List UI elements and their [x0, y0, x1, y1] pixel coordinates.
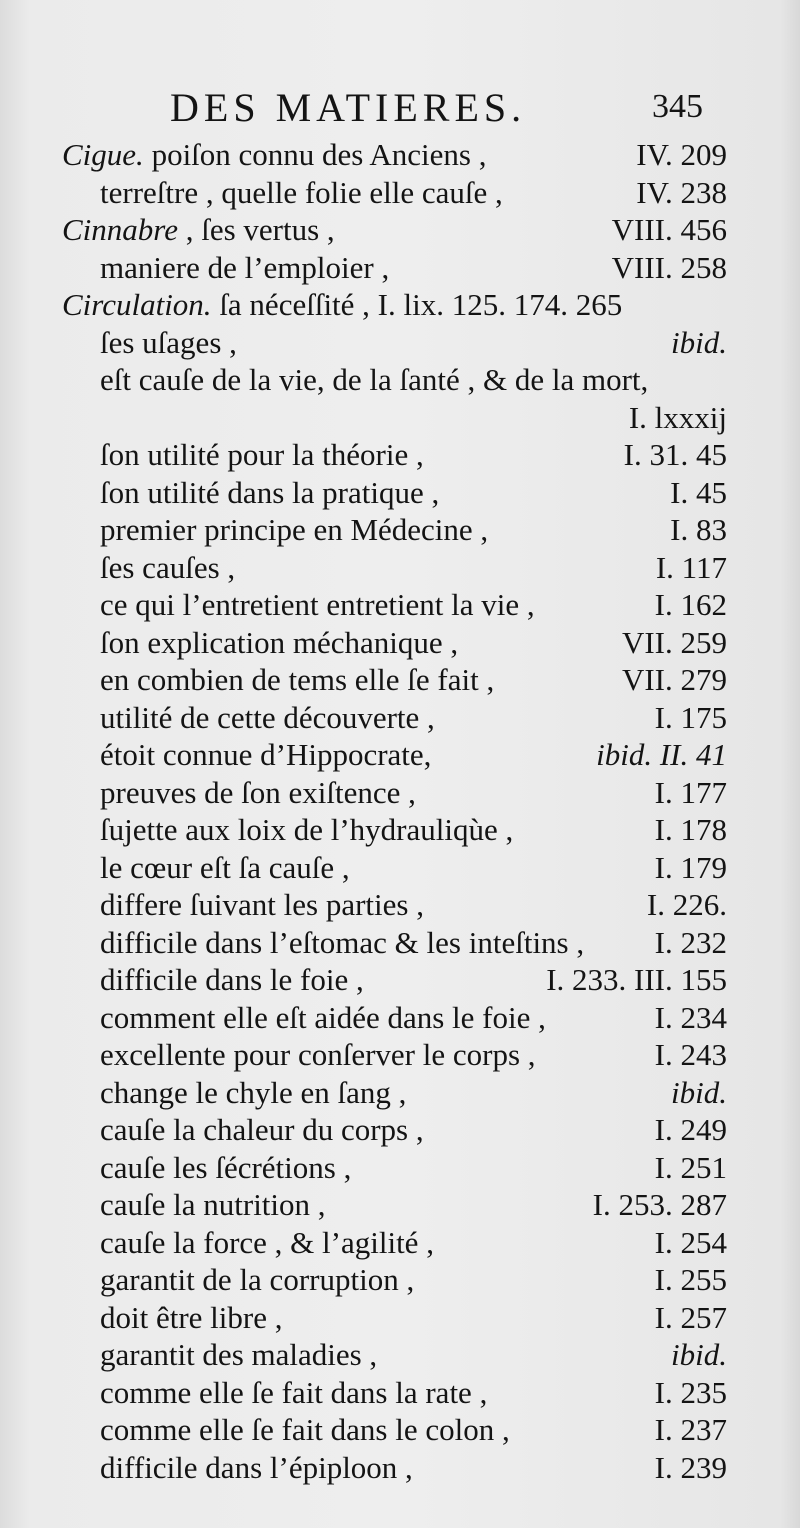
entry-text — [100, 736, 431, 774]
entry-reference: VIII. 258 — [611, 249, 727, 285]
index-entry — [0, 399, 800, 437]
index-entry — [0, 1374, 800, 1412]
index-entry — [0, 474, 800, 512]
index-entry — [0, 1336, 800, 1374]
entry-text — [100, 774, 416, 812]
entry-description: comme elle ſe fait dans la rate , — [100, 1374, 488, 1410]
entry-text — [100, 174, 503, 212]
entry-text — [100, 849, 350, 887]
entry-description: le cœur eſt ſa cauſe , — [100, 849, 350, 885]
entry-reference: I. 233. III. 155 — [546, 962, 727, 997]
index-entry — [0, 324, 800, 362]
entry-text — [62, 136, 487, 174]
entry-text — [100, 1261, 414, 1299]
index-entry — [0, 924, 800, 962]
entry-description: ſes cauſes , — [100, 549, 236, 585]
entry-text — [100, 1186, 326, 1224]
entry-description: ce qui l’entretient entretient la vie , — [100, 587, 535, 622]
entry-headword: Circulation. — [62, 287, 212, 322]
entry-description: en combien de tems elle ſe fait , — [100, 662, 495, 697]
entry-text — [100, 1036, 536, 1074]
entry-reference: I. 179 — [654, 849, 727, 885]
entry-reference: I. 254 — [654, 1224, 727, 1260]
entry-text — [100, 361, 648, 399]
index-entry — [0, 249, 800, 287]
entry-reference: I. 237 — [654, 1412, 727, 1447]
entry-reference: IV. 209 — [636, 137, 727, 172]
entry-reference: I. 239 — [654, 1449, 727, 1485]
entry-text — [100, 924, 584, 962]
entry-text — [100, 549, 235, 587]
entry-reference: I. 243 — [654, 1037, 727, 1072]
entry-reference: I. 162 — [654, 587, 727, 622]
entry-description: differe ſuivant les parties , — [100, 887, 424, 922]
entry-description: , ſes vertus , — [177, 212, 335, 247]
entry-description: difficile dans le foie , — [100, 962, 364, 997]
entry-text — [100, 474, 439, 512]
index-entry — [0, 774, 800, 812]
entry-reference: I. 249 — [654, 1112, 727, 1147]
entry-text — [100, 624, 458, 662]
index-entry — [0, 1074, 800, 1112]
entry-description: premier principe en Médecine , — [100, 512, 489, 547]
entry-text — [100, 1299, 283, 1337]
entry-text — [100, 661, 494, 699]
entry-text — [100, 886, 424, 924]
entry-reference: ibid. — [671, 1074, 727, 1110]
entry-reference: I. 251 — [654, 1149, 727, 1185]
index-entry — [0, 1449, 800, 1487]
entry-reference: VII. 259 — [621, 624, 727, 660]
entry-text — [100, 811, 513, 849]
entry-text — [100, 1374, 487, 1412]
index-entry — [0, 1411, 800, 1449]
index-entry — [0, 286, 800, 324]
entry-text — [100, 999, 546, 1037]
index-entry — [0, 1299, 800, 1337]
entry-headword: Cigue. — [62, 137, 144, 172]
index-entry — [0, 511, 800, 549]
entry-reference: I. lxxxij — [628, 399, 727, 435]
index-entry — [0, 436, 800, 474]
entry-description: eſt cauſe de la vie, de la ſanté , & de la mort, — [100, 362, 649, 397]
index-entry — [0, 1224, 800, 1262]
index-entry — [0, 1111, 800, 1149]
entry-description: terreſtre , quelle folie elle cauſe , — [100, 174, 503, 210]
index-entry — [0, 961, 800, 999]
entry-reference: ibid. — [671, 1337, 727, 1372]
entry-reference: I. 234 — [654, 999, 727, 1035]
entry-reference: I. 255 — [654, 1262, 727, 1297]
entry-text — [100, 699, 435, 737]
entry-description: poiſon connu des Anciens , — [143, 137, 487, 172]
entry-reference: I. 253. 287 — [592, 1187, 727, 1222]
entry-headword: Cinnabre — [62, 212, 178, 247]
index-entry — [0, 174, 800, 212]
running-header — [0, 84, 800, 134]
entry-description: maniere de l’emploier , — [100, 249, 390, 285]
index-entry — [0, 624, 800, 662]
index-entry — [0, 736, 800, 774]
entry-description: ſes uſages , — [100, 324, 237, 360]
entry-description: utilité de cette découverte , — [100, 699, 435, 735]
index-entry — [0, 1261, 800, 1299]
entry-description: difficile dans l’épiploon , — [100, 1449, 413, 1485]
entry-reference: VII. 279 — [621, 662, 727, 697]
entry-description: doit être libre , — [100, 1299, 283, 1335]
entry-description: garantit des maladies , — [100, 1337, 378, 1372]
entry-reference: I. 257 — [654, 1299, 727, 1335]
entry-description: ſa néceſſité , I. lix. 125. 174. 265 — [211, 287, 623, 322]
entry-reference: I. 31. 45 — [623, 437, 727, 472]
index-entry — [0, 549, 800, 587]
page-number: 345 — [652, 88, 703, 125]
index-entry — [0, 811, 800, 849]
index-entry — [0, 136, 800, 174]
index-entry — [0, 886, 800, 924]
entry-description: ſujette aux loix de l’hydrauliqùe , — [100, 812, 514, 847]
entry-text — [62, 286, 622, 324]
entry-description: comme elle ſe fait dans le colon , — [100, 1412, 510, 1447]
entry-reference: I. 45 — [670, 474, 727, 510]
index-entry — [0, 849, 800, 887]
entry-reference: I. 117 — [655, 549, 727, 585]
entry-description: change le chyle en ſang , — [100, 1074, 407, 1110]
index-entry — [0, 661, 800, 699]
index-entry — [0, 1036, 800, 1074]
index-entry — [0, 999, 800, 1037]
entry-text — [100, 586, 535, 624]
index-entry — [0, 361, 800, 399]
entry-text — [100, 1449, 413, 1487]
entry-text — [100, 511, 488, 549]
entry-text — [100, 1111, 424, 1149]
entry-reference: VIII. 456 — [611, 212, 727, 247]
entry-reference: I. 178 — [654, 812, 727, 847]
index-entry — [0, 699, 800, 737]
index-entry — [0, 586, 800, 624]
entry-text — [100, 1411, 510, 1449]
entry-description: ſon utilité pour la théorie , — [100, 437, 424, 472]
entry-description: excellente pour conſerver le corps , — [100, 1037, 536, 1072]
entry-description: cauſe la force , & l’agilité , — [100, 1224, 434, 1260]
index-entry — [0, 1186, 800, 1224]
entry-text — [100, 1336, 377, 1374]
entry-description: cauſe la chaleur du corps , — [100, 1112, 424, 1147]
entry-reference: ibid. — [671, 324, 727, 360]
index-entries — [0, 136, 800, 1486]
index-entry — [0, 211, 800, 249]
entry-reference: IV. 238 — [636, 174, 727, 210]
entry-reference: I. 235 — [654, 1374, 727, 1410]
entry-description: étoit connue d’Hippocrate, — [100, 737, 432, 772]
page-title: DES MATIERES. — [170, 85, 527, 130]
entry-reference: I. 175 — [654, 699, 727, 735]
entry-description: garantit de la corruption , — [100, 1262, 415, 1297]
entry-description: preuves de ſon exiſtence , — [100, 774, 416, 810]
entry-text — [100, 324, 237, 362]
entry-reference: I. 226. — [646, 887, 727, 922]
entry-text — [62, 211, 335, 249]
entry-text — [100, 436, 424, 474]
entry-text — [100, 961, 364, 999]
entry-description: difficile dans l’eſtomac & les inteſtins , — [100, 924, 585, 960]
entry-text — [100, 1149, 351, 1187]
index-entry — [0, 1149, 800, 1187]
entry-text — [100, 249, 389, 287]
entry-description: comment elle eſt aidée dans le foie , — [100, 999, 546, 1035]
entry-description: ſon explication méchanique , — [100, 624, 459, 660]
entry-reference: I. 177 — [654, 774, 727, 810]
entry-reference: ibid. II. 41 — [596, 737, 727, 772]
entry-text — [100, 1074, 406, 1112]
entry-description: cauſe la nutrition , — [100, 1187, 326, 1222]
entry-reference: I. 232 — [654, 924, 727, 960]
entry-description: cauſe les ſécrétions , — [100, 1149, 352, 1185]
entry-text — [100, 1224, 434, 1262]
entry-reference: I. 83 — [670, 512, 727, 547]
entry-description: ſon utilité dans la pratique , — [100, 474, 440, 510]
